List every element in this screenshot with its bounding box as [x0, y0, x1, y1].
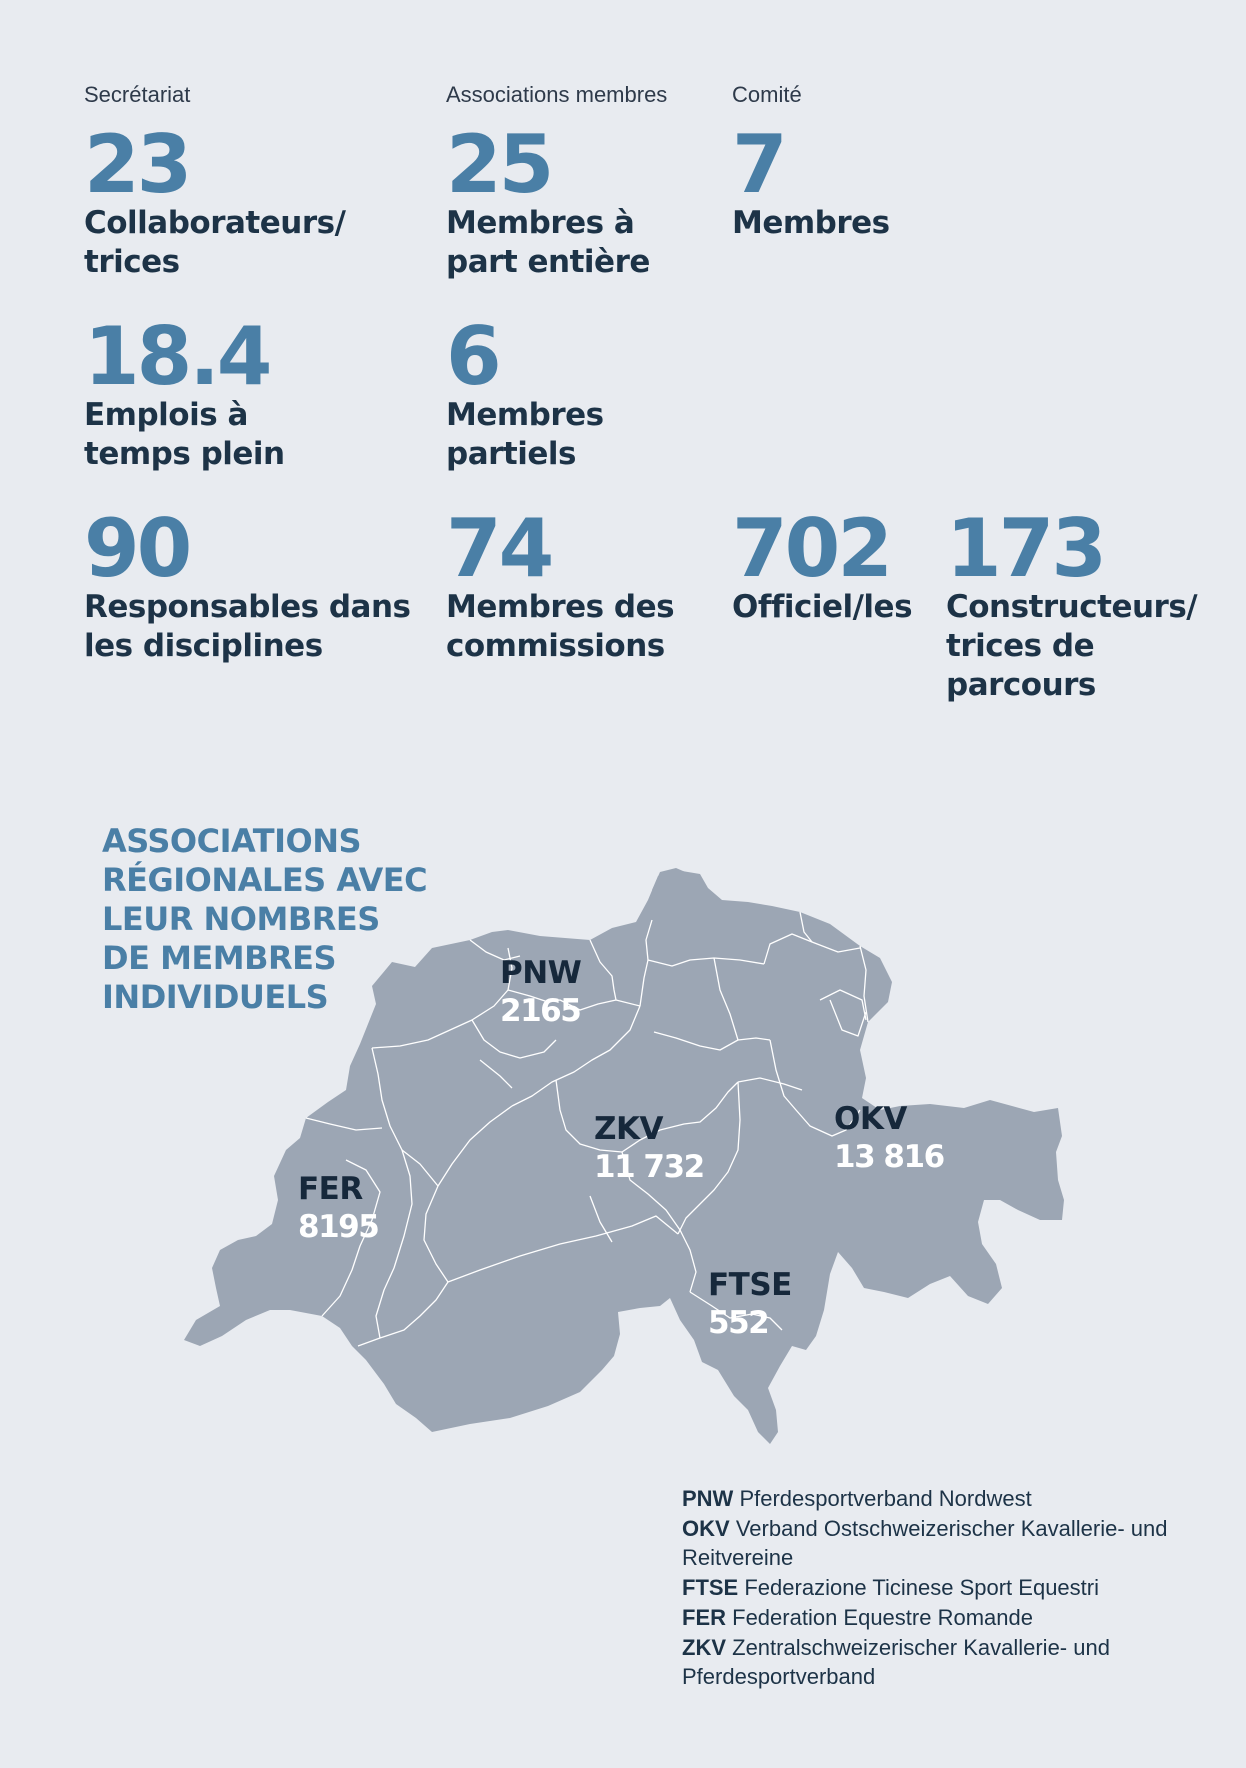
stat-value: 23	[84, 118, 190, 211]
region-abbr: FTSE	[708, 1267, 792, 1303]
legend-abbr: FTSE	[682, 1575, 739, 1601]
legend-abbr: ZKV	[682, 1634, 726, 1660]
region-abbr: FER	[298, 1171, 363, 1207]
stat-value: 173	[946, 502, 1104, 595]
region-count: 8195	[298, 1209, 379, 1245]
heading-secretariat: Secrétariat	[84, 82, 191, 107]
stat-label: Officiel/les	[732, 589, 913, 625]
legend-item	[682, 1573, 1202, 1603]
region-label-fer	[298, 1170, 378, 1246]
stat-label: Membres	[732, 205, 890, 241]
stat-value: 25	[446, 118, 552, 211]
legend-item	[682, 1484, 1202, 1514]
stat-label: Responsables dans les disciplines	[84, 589, 411, 664]
legend-abbr: FER	[682, 1604, 726, 1630]
legend-name: Federation Equestre Romande	[732, 1604, 1033, 1630]
stat-label: Membres partiels	[446, 397, 604, 472]
region-abbr: PNW	[500, 955, 582, 991]
region-label-zkv	[594, 1110, 704, 1186]
region-abbr: ZKV	[594, 1111, 663, 1147]
legend-item	[682, 1633, 1202, 1692]
stat-label: Constructeurs/ trices de parcours	[946, 589, 1198, 703]
region-label-okv	[834, 1100, 944, 1176]
legend	[682, 1484, 1202, 1692]
legend-name: Zentralschweizerischer Kavallerie- und Pferdesportverband	[682, 1634, 1110, 1690]
legend-abbr: PNW	[682, 1486, 734, 1511]
legend-name: Verband Ostschweizerischer Kavallerie- und Reitvereine	[682, 1515, 1168, 1571]
stat-label: Emplois à temps plein	[84, 397, 285, 472]
stat-label: Membres à part entière	[446, 205, 650, 280]
region-count: 552	[708, 1305, 769, 1341]
legend-name: Pferdesportverband Nordwest	[739, 1486, 1032, 1511]
region-abbr: OKV	[834, 1101, 907, 1137]
stat-label: Membres des commissions	[446, 589, 675, 664]
heading-associations: Associations membres	[446, 82, 668, 107]
heading-comite: Comité	[732, 82, 802, 107]
legend-item	[682, 1514, 1202, 1573]
legend-abbr: OKV	[682, 1515, 730, 1541]
stat-value: 7	[732, 118, 785, 211]
stat-value: 90	[84, 502, 190, 595]
region-label-pnw	[500, 954, 581, 1030]
stat-value: 18.4	[84, 310, 270, 403]
region-count: 2165	[500, 993, 581, 1029]
region-count: 11 732	[594, 1149, 704, 1185]
stat-label: Collaborateurs/ trices	[84, 205, 346, 280]
region-count: 13 816	[834, 1139, 944, 1175]
stat-value: 74	[446, 502, 552, 595]
map-title: ASSOCIATIONS RÉGIONALES AVEC LEUR NOMBRES DE MEMBRES INDIVIDUELS	[102, 822, 428, 1016]
stat-value: 6	[446, 310, 499, 403]
legend-item	[682, 1603, 1202, 1633]
region-label-ftse	[708, 1266, 792, 1342]
legend-name: Federazione Ticinese Sport Equestri	[744, 1575, 1099, 1601]
stat-value: 702	[732, 502, 890, 595]
